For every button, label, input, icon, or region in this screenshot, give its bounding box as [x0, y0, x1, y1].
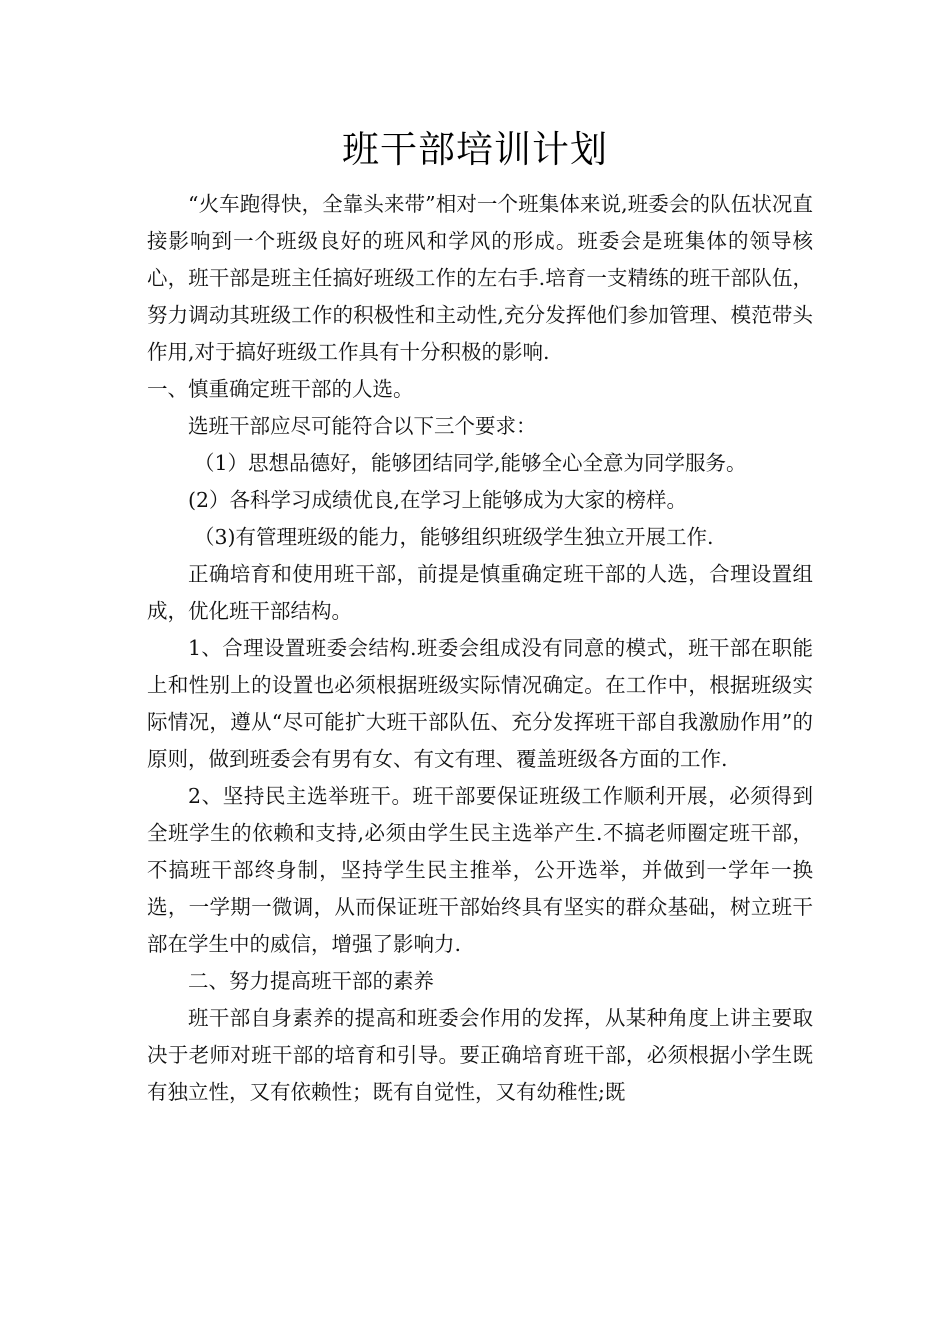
document-body — [147, 186, 813, 1111]
paragraph-point-1: 1、合理设置班委会结构.班委会组成没有同意的模式，班干部在职能上和性别上的设置也必须根据班级实际情况确定。在工作中，根据班级实际情况，遵从“尽可能扩大班干部队伍、充分发挥班干部自我激励作用”的原则，做到班委会有男有女、有文有理、覆盖班级各方面的工作. — [147, 636, 813, 771]
document-title: 班干部培训计划 — [342, 128, 608, 171]
list-item-requirement-1: （1）思想品德好，能够团结同学,能够全心全意为同学服务。 — [194, 451, 747, 475]
list-item-requirement-2: (2）各科学习成绩优良,在学习上能够成为大家的榜样。 — [188, 488, 688, 512]
paragraph-point-2: 2、坚持民主选举班干。班干部要保证班级工作顺利开展，必须得到全班学生的依赖和支持,必须由学生民主选举产生.不搞老师圈定班干部，不搞班干部终身制，坚持学生民主推举，公开选举，并做到一学年一换选，一学期一微调，从而保证班干部始终具有坚实的群众基础，树立班干部在学生中的威信，增强了影响力. — [147, 784, 813, 956]
paragraph-cultivation: 班干部自身素养的提高和班委会作用的发挥，从某种角度上讲主要取决于老师对班干部的培育和引导。要正确培育班干部，必须根据小学生既有独立性，又有依赖性；既有自觉性，又有幼稚性;既 — [147, 1006, 813, 1104]
list-item-requirement-3: （3)有管理班级的能力，能够组织班级学生独立开展工作. — [194, 525, 714, 549]
heading-section-2: 二、努力提高班干部的素养 — [188, 969, 434, 993]
paragraph-selection: 正确培育和使用班干部，前提是慎重确定班干部的人选，合理设置组成，优化班干部结构。 — [147, 562, 813, 623]
paragraph-intro: “火车跑得快，全靠头来带”相对一个班集体来说,班委会的队伍状况直接影响到一个班级良好的班风和学风的形成。班委会是班集体的领导核心，班干部是班主任搞好班级工作的左右手.培育一支精练的班干部队伍，努力调动其班级工作的积极性和主动性,充分发挥他们参加管理、模范带头作用,对于搞好班级工作具有十分积极的影响. — [147, 192, 813, 364]
paragraph-requirements-intro: 选班干部应尽可能符合以下三个要求： — [188, 414, 537, 438]
heading-section-1: 一、慎重确定班干部的人选。 — [147, 377, 414, 401]
